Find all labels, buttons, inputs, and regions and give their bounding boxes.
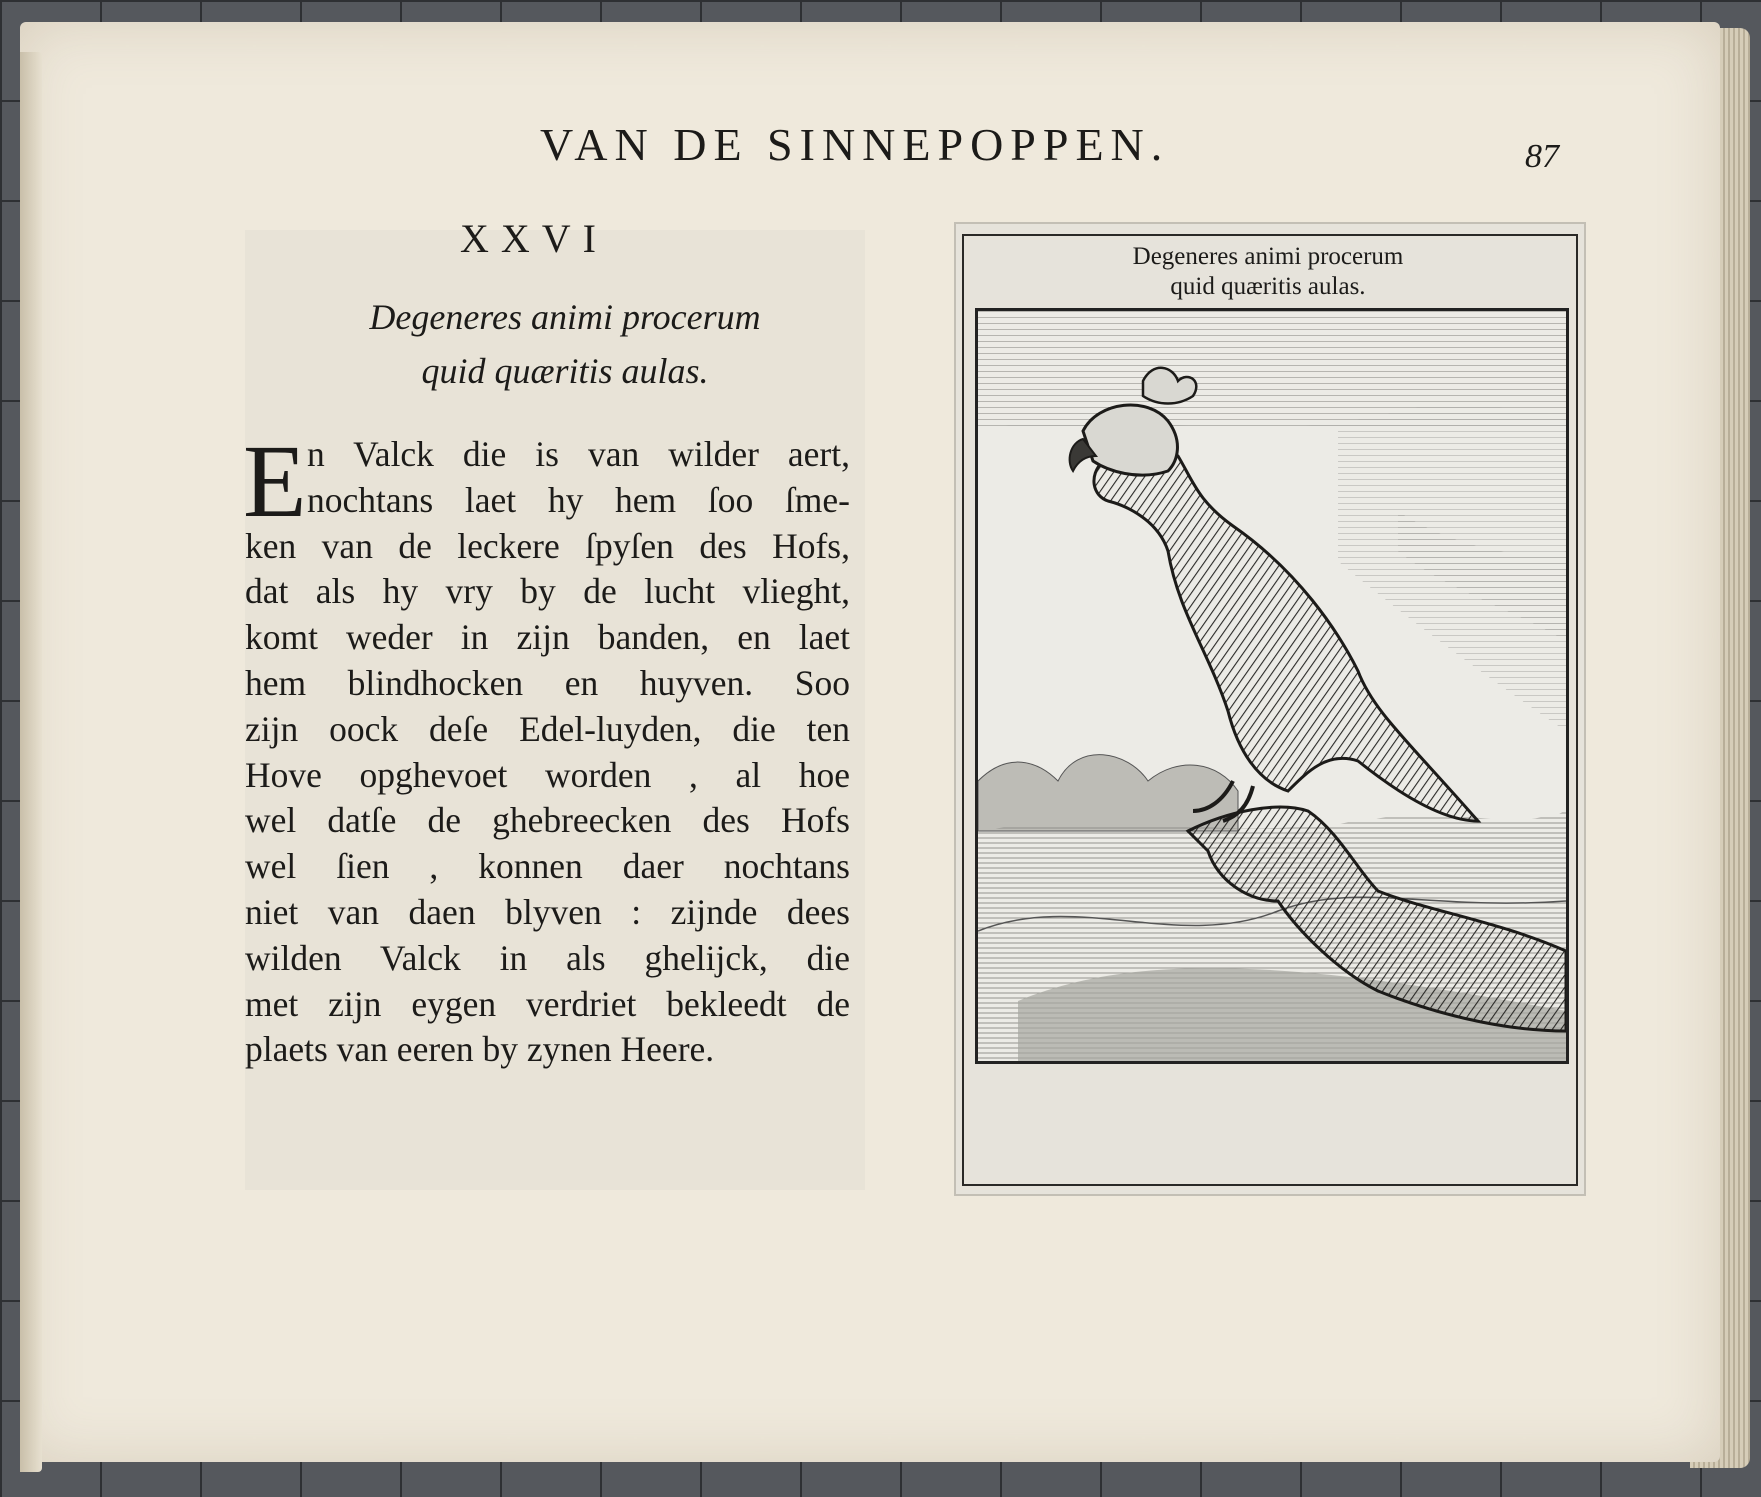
falcon-engraving-image xyxy=(975,308,1569,1064)
text-line: n Valck die is van wilder aert, xyxy=(307,434,850,474)
motto-line: quid quæritis aulas. xyxy=(421,351,709,391)
distant-trees xyxy=(978,755,1238,831)
text-line: wel datſe de ghebreecken des Hofs xyxy=(245,800,850,841)
text-line: wilden Valck in als ghelijck, die xyxy=(245,937,850,978)
falcon-engraving-svg xyxy=(978,311,1566,1061)
falcon-hood xyxy=(1083,405,1177,475)
text-line: plaets van eeren by zynen Heere. xyxy=(245,1029,715,1070)
running-head: VAN DE SINNEPOPPEN. xyxy=(540,119,1170,170)
text-line: ken van de leckere ſpyſen des Hofs, xyxy=(245,525,850,566)
text-line: hem blindhocken en huyven. Soo xyxy=(245,662,850,703)
text-line: met zijn eygen verdriet bekleedt de xyxy=(245,983,850,1024)
text-line: niet van daen blyven : zijnde dees xyxy=(245,891,850,932)
text-line: nochtans laet hy hem ſoo ſme- xyxy=(307,479,850,520)
text-line: Hove opghevoet worden , al hoe xyxy=(245,754,850,795)
text-line: zijn oock deſe Edel-luyden, die ten xyxy=(245,708,850,749)
plate-caption-line: Degeneres animi procerum xyxy=(1132,243,1404,270)
motto-line: Degeneres animi procerum xyxy=(369,297,761,337)
emblem-motto xyxy=(285,290,845,398)
page-number: 87 xyxy=(1525,138,1559,175)
drop-cap: E xyxy=(243,424,307,539)
text-line: dat als hy vry by de lucht vlieght, xyxy=(245,571,850,612)
previous-page-curl xyxy=(20,52,42,1472)
text-line: komt weder in zijn banden, en laet xyxy=(245,617,850,658)
text-line: wel ſien , konnen daer nochtans xyxy=(245,846,850,887)
plate-caption xyxy=(970,242,1566,302)
plate-caption-line: quid quæritis aulas. xyxy=(1170,273,1366,300)
emblem-body-text xyxy=(243,424,850,1073)
emblem-number: XXVI xyxy=(460,216,608,261)
